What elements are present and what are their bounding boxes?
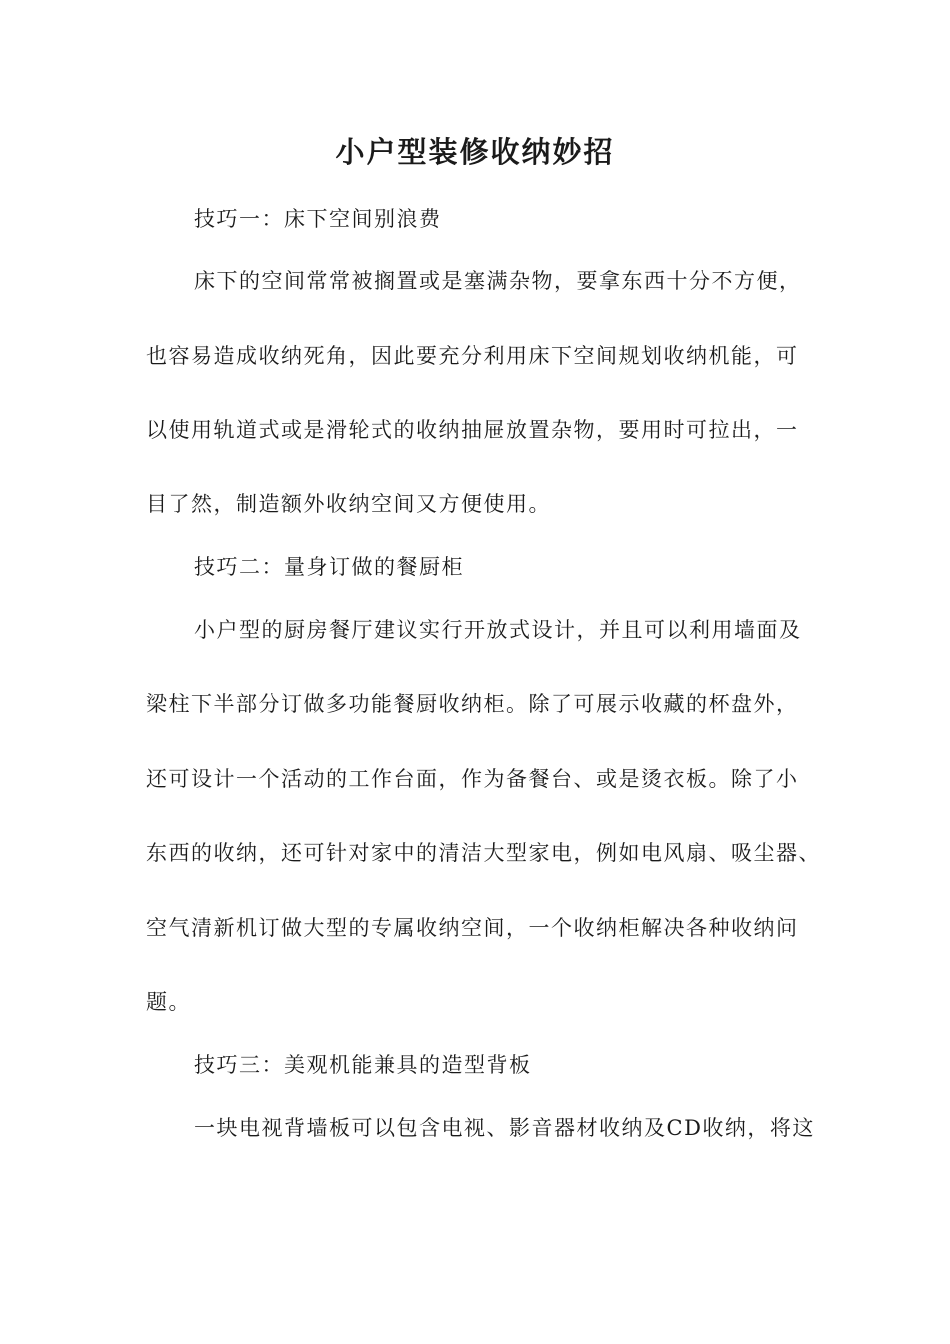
paragraph-line: 空气清新机订做大型的专属收纳空间，一个收纳柜解决各种收纳问 — [146, 916, 799, 940]
paragraph-line: 梁柱下半部分订做多功能餐厨收纳柜。除了可展示收藏的杯盘外， — [146, 692, 799, 716]
paragraph-line: 也容易造成收纳死角，因此要充分利用床下空间规划收纳机能，可 — [146, 344, 799, 368]
paragraph-line: 题。 — [146, 990, 191, 1014]
paragraph-line: 还可设计一个活动的工作台面，作为备餐台、或是烫衣板。除了小 — [146, 767, 799, 791]
section-heading-1: 技巧一：床下空间别浪费 — [194, 207, 442, 231]
paragraph-line: 小户型的厨房餐厅建议实行开放式设计，并且可以利用墙面及 — [194, 618, 802, 642]
document-title: 小户型装修收纳妙招 — [335, 135, 615, 169]
paragraph-line: 床下的空间常常被搁置或是塞满杂物，要拿东西十分不方便， — [194, 269, 802, 293]
paragraph-line: 东西的收纳，还可针对家中的清洁大型家电，例如电风扇、吸尘器、 — [146, 841, 821, 865]
section-heading-3: 技巧三：美观机能兼具的造型背板 — [194, 1053, 532, 1077]
paragraph-line: 一块电视背墙板可以包含电视、影音器材收纳及CD收纳，将这 — [194, 1116, 815, 1140]
paragraph-line: 目了然，制造额外收纳空间又方便使用。 — [146, 492, 551, 516]
section-heading-2: 技巧二：量身订做的餐厨柜 — [194, 555, 464, 579]
paragraph-line: 以使用轨道式或是滑轮式的收纳抽屉放置杂物，要用时可拉出，一 — [146, 418, 799, 442]
